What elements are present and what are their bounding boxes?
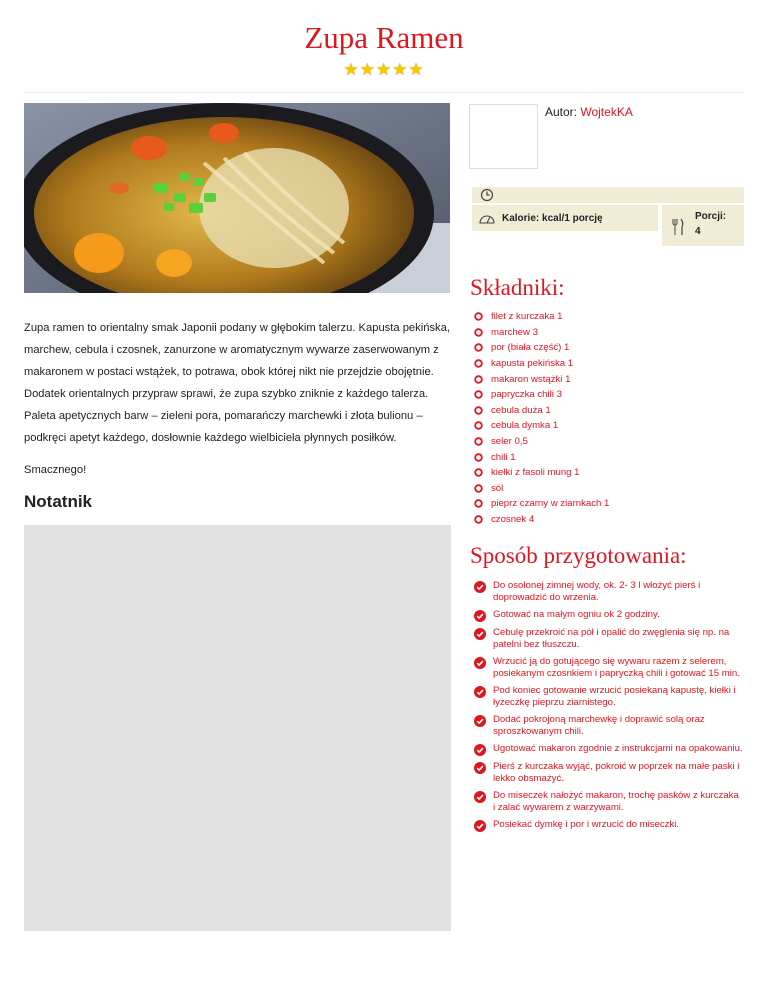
step-item (474, 580, 754, 604)
time-bar (472, 187, 744, 203)
ingredient-item (474, 496, 754, 512)
ingredient-text: kapusta pekińska 1 (491, 358, 574, 370)
ingredient-text: papryczka chili 3 (491, 389, 562, 401)
ingredient-text: kiełki z fasoli mung 1 (491, 467, 580, 479)
ingredient-item (474, 465, 754, 481)
step-item (474, 609, 754, 622)
check-icon (474, 791, 486, 803)
ingredient-text: seler 0,5 (491, 436, 528, 448)
author-name[interactable]: WojtekKA (580, 105, 633, 119)
check-icon (474, 628, 486, 640)
step-text: Do miseczek nałożyć makaron, trochę pasków z kurczaka i zalać wywarem z warzywami. (493, 790, 739, 813)
check-icon (474, 762, 486, 774)
check-icon (474, 715, 486, 727)
bullet-icon (474, 484, 483, 493)
author-line (545, 105, 633, 119)
bullet-icon (474, 453, 483, 462)
check-icon (474, 581, 486, 593)
step-text: Gotować na małym ogniu ok 2 godziny. (493, 609, 660, 620)
step-item (474, 761, 754, 785)
notes-heading: Notatnik (24, 492, 92, 511)
bullet-icon (474, 343, 483, 352)
step-text: Do osolonej zimnej wody, ok. 2- 3 l włożyć pierś i doprowadzić do wrzenia. (493, 580, 701, 603)
bullet-icon (474, 499, 483, 508)
portions-box (662, 205, 744, 246)
recipe-photo (24, 103, 450, 293)
steps-list (474, 580, 754, 837)
calories-box (472, 205, 658, 231)
ingredient-item (474, 449, 754, 465)
calories-text: Kalorie: kcal/1 porcję (502, 212, 603, 224)
ingredient-item (474, 434, 754, 450)
intro-paragraph: Zupa ramen to orientalny smak Japonii podany w głębokim talerzu. Kapusta pekińska, marchew, cebula i czosnek, zanurzone w aromatycznym wywarze zaserwowanym z makaronem w postaci wstążek, to potrawa, obok której nikt nie przejdzie obojętnie. Dodatek orientalnych przypraw sprawi, że zupa szybko zniknie z każdego talerza. Paleta apetycznych barw – zieleni pora, pomarańczy marchewki i złota bulionu – podkręci apetyt każdego, dosłownie każdego wielbiciela płynnych posiłków. (24, 322, 450, 444)
check-icon (474, 744, 486, 756)
portions-label: Porcji: (695, 211, 727, 222)
check-icon (474, 686, 486, 698)
recipe-description (24, 317, 450, 491)
step-item (474, 627, 754, 651)
ingredient-text: cebula dymka 1 (491, 420, 559, 432)
step-item (474, 790, 754, 814)
ingredient-item (474, 309, 754, 325)
steps-heading: Sposób przygotowania: (470, 543, 687, 568)
rating-stars: ★★★★★ (343, 60, 425, 79)
ingredient-text: marchew 3 (491, 326, 538, 338)
ingredient-text: pieprz czarny w ziarnkach 1 (491, 498, 610, 510)
step-item (474, 819, 754, 832)
ingredients-heading: Składniki: (470, 275, 565, 300)
ingredient-text: makaron wstążki 1 (491, 373, 571, 385)
check-icon (474, 820, 486, 832)
portions-value: 4 (695, 226, 701, 237)
step-text: Dodać pokrojoną marchewkę i doprawić solą oraz sproszkowanym chili. (493, 714, 705, 737)
bullet-icon (474, 406, 483, 415)
bullet-icon (474, 312, 483, 321)
ingredient-item (474, 371, 754, 387)
step-text: Pierś z kurczaka wyjąć, pokroić w poprzek na małe paski i lekko obsmażyć. (493, 761, 740, 784)
ingredient-item (474, 512, 754, 528)
step-item (474, 743, 754, 756)
ingredient-item (474, 340, 754, 356)
ingredient-text: chili 1 (491, 451, 516, 463)
page-title: Zupa Ramen (304, 20, 464, 55)
bullet-icon (474, 328, 483, 337)
ingredient-item (474, 403, 754, 419)
author-label: Autor: (545, 105, 578, 119)
step-text: Cebulę przekroić na pół i opalić do zwęglenia się np. na patelni bez tłuszczu. (493, 627, 730, 650)
ingredient-item (474, 325, 754, 341)
ingredient-text: cebula duża 1 (491, 404, 551, 416)
check-icon (474, 610, 486, 622)
step-item (474, 714, 754, 738)
bullet-icon (474, 390, 483, 399)
bullet-icon (474, 515, 483, 524)
step-text: Posiekać dymkę i por i wrzucić do miseczki. (493, 819, 680, 830)
ingredient-text: sól (491, 482, 504, 494)
step-item (474, 656, 754, 680)
ingredient-item (474, 387, 754, 403)
ingredient-text: filet z kurczaka 1 (491, 311, 563, 323)
bullet-icon (474, 437, 483, 446)
clock-icon (479, 187, 495, 203)
ingredient-text: por (biała część) 1 (491, 342, 570, 354)
step-text: Wrzucić ją do gotującego się wywaru razem z selerem, posiekanym czosnkiem i papryczką chili i gotować 15 min. (493, 656, 740, 679)
author-avatar (469, 104, 538, 169)
ingredients-list (474, 309, 754, 527)
cutlery-icon (671, 218, 685, 236)
ingredient-item (474, 356, 754, 372)
bullet-icon (474, 359, 483, 368)
step-text: Ugotować makaron zgodnie z instrukcjami na opakowaniu. (493, 743, 743, 754)
intro-closing: Smacznego! (24, 464, 87, 476)
check-icon (474, 657, 486, 669)
gauge-icon (478, 211, 496, 225)
divider (24, 92, 744, 93)
step-text: Pod koniec gotowanie wrzucić posiekaną kapustę, kiełki i łyżeczkę pieprzu ziarnistego. (493, 685, 736, 708)
notes-area[interactable] (24, 525, 451, 931)
ingredient-item (474, 481, 754, 497)
ingredient-item (474, 418, 754, 434)
bullet-icon (474, 468, 483, 477)
step-item (474, 685, 754, 709)
bullet-icon (474, 375, 483, 384)
bullet-icon (474, 421, 483, 430)
ingredient-text: czosnek 4 (491, 514, 535, 526)
